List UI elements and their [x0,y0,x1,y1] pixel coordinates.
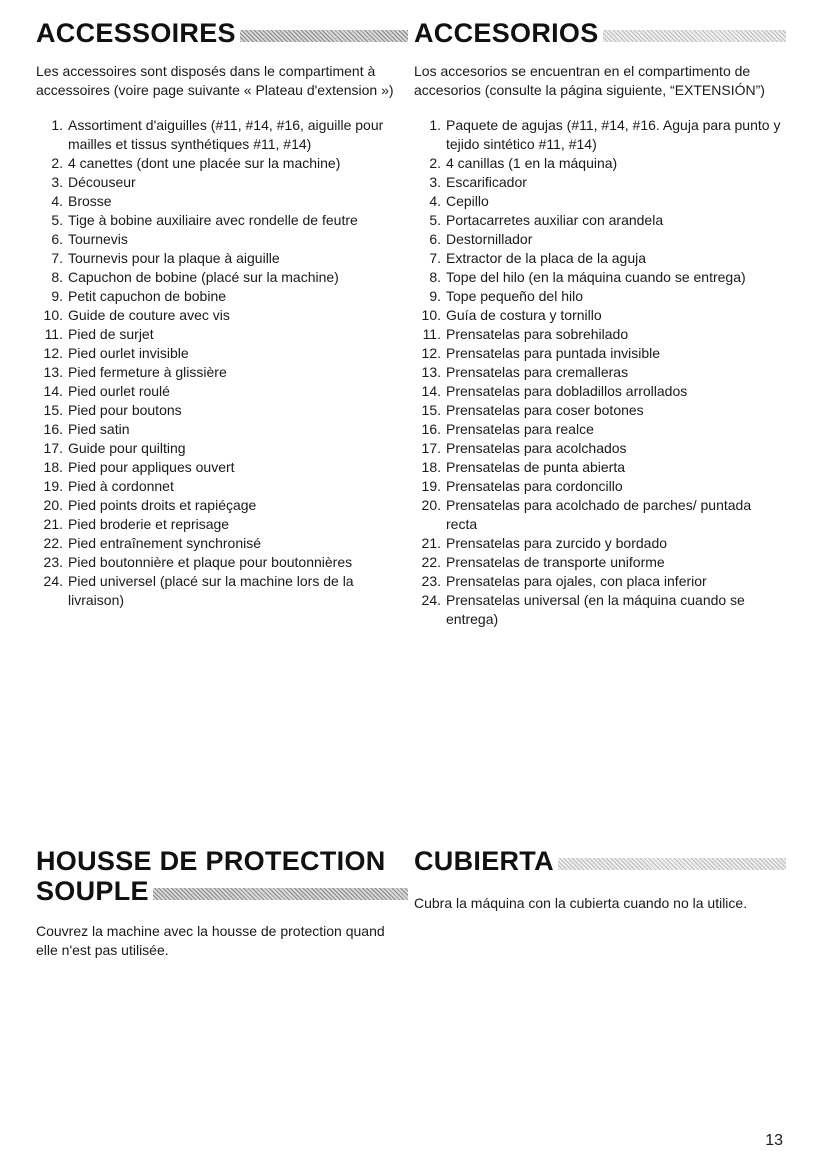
item-text: Petit capuchon de bobine [68,288,227,304]
list-item [36,230,408,249]
list-item [36,287,408,306]
list-item [414,344,786,363]
list-item [36,420,408,439]
list-item [414,249,786,268]
item-number: 9. [51,288,63,304]
item-number: 2. [51,155,63,171]
item-number: 7. [429,250,441,266]
item-text: Prensatelas para sobrehilado [446,326,629,342]
item-text: Pied entraînement synchronisé [68,535,261,551]
item-number: 22. [43,535,63,551]
list-item [414,420,786,439]
list-item [36,572,408,610]
item-text: Prensatelas para puntada invisible [446,345,661,361]
item-number: 12. [43,345,63,361]
accessory-list [36,116,408,610]
item-number: 3. [51,174,63,190]
item-number: 21. [421,535,441,551]
list-item [36,458,408,477]
item-text: Destornillador [446,231,533,247]
item-number: 18. [43,459,63,475]
list-item [414,401,786,420]
item-number: 1. [429,117,441,133]
list-item [36,477,408,496]
item-text: Prensatelas para realce [446,421,594,437]
item-number: 13. [421,364,441,380]
list-item [36,325,408,344]
item-text: Pied broderie et reprisage [68,516,230,532]
list-item [414,496,786,534]
item-number: 10. [421,307,441,323]
item-text: Pied ourlet invisible [68,345,189,361]
list-item [414,116,786,154]
heading-text: CUBIERTA [414,846,554,876]
intro-paragraph: Les accessoires sont disposés dans le compartiment à accessoires (voire page suivante « Plateau d'extension ») [36,63,394,98]
list-item [36,268,408,287]
item-number: 17. [421,440,441,456]
item-number: 16. [43,421,63,437]
list-item [414,363,786,382]
list-item [36,496,408,515]
item-text: Prensatelas para cremalleras [446,364,629,380]
list-item [36,116,408,154]
section-heading [36,846,408,906]
cover-section-french [36,846,408,960]
item-text: Escarificador [446,174,527,190]
section-heading [36,18,408,48]
list-item [414,458,786,477]
item-text: Tige à bobine auxiliaire avec rondelle de feutre [68,212,358,228]
item-number: 17. [43,440,63,456]
cover-instruction: Couvrez la machine avec la housse de protection quand elle n'est pas utilisée. [36,923,385,958]
item-text: Pied boutonnière et plaque pour boutonnières [68,554,353,570]
item-number: 24. [421,592,441,608]
list-item [36,306,408,325]
item-number: 19. [421,478,441,494]
item-number: 4. [51,193,63,209]
list-item [36,439,408,458]
heading-hatch-bar [240,30,408,42]
item-number: 20. [421,497,441,513]
item-text: Portacarretes auxiliar con arandela [446,212,664,228]
item-text: Extractor de la placa de la aguja [446,250,647,266]
list-item [414,192,786,211]
list-item [36,515,408,534]
item-text: Guide de couture avec vis [68,307,230,323]
item-text: Prensatelas para cordoncillo [446,478,623,494]
heading-hatch-bar [603,30,786,42]
item-number: 7. [51,250,63,266]
item-text: Pied de surjet [68,326,154,342]
list-item [414,572,786,591]
section-heading [414,18,786,48]
item-text: Pied ourlet roulé [68,383,170,399]
item-text: Prensatelas para zurcido y bordado [446,535,668,551]
list-item [414,439,786,458]
item-text: Pied satin [68,421,130,437]
list-item [414,173,786,192]
list-item [414,230,786,249]
item-number: 2. [429,155,441,171]
heading-text-line1: HOUSSE DE PROTECTION [36,846,386,876]
item-text: Prensatelas para dobladillos arrollados [446,383,688,399]
accessories-section-french [36,18,408,610]
item-number: 14. [43,383,63,399]
list-item [36,192,408,211]
list-item [36,211,408,230]
list-item [414,287,786,306]
accessories-section-spanish [414,18,786,629]
item-number: 22. [421,554,441,570]
item-number: 18. [421,459,441,475]
intro-paragraph: Los accesorios se encuentran en el compartimento de accesorios (consulte la página siguiente, “EXTENSIÓN”) [414,63,765,98]
page-number: 13 [765,1132,783,1149]
item-number: 21. [43,516,63,532]
item-text: Prensatelas para coser botones [446,402,644,418]
list-item [36,553,408,572]
item-text: 4 canettes (dont une placée sur la machine) [68,155,341,171]
item-text: 4 canillas (1 en la máquina) [446,155,618,171]
item-number: 19. [43,478,63,494]
item-number: 1. [51,117,63,133]
item-text: Prensatelas universal (en la máquina cuando se entrega) [446,592,745,627]
list-item [36,154,408,173]
item-number: 11. [44,326,63,342]
item-number: 8. [429,269,441,285]
list-item [414,477,786,496]
item-text: Guía de costura y tornillo [446,307,602,323]
list-item [414,154,786,173]
section-heading [414,846,786,876]
item-number: 14. [421,383,441,399]
list-item [36,401,408,420]
item-text: Assortiment d'aiguilles (#11, #14, #16, aiguille pour mailles et tissus synthétiques #11, #14) [68,117,384,152]
item-number: 15. [421,402,441,418]
item-text: Prensatelas para acolchado de parches/ puntada recta [446,497,752,532]
item-number: 15. [43,402,63,418]
item-text: Paquete de agujas (#11, #14, #16. Aguja para punto y tejido sintético #11, #14) [446,117,781,152]
item-number: 5. [429,212,441,228]
item-text: Pied à cordonnet [68,478,174,494]
item-text: Guide pour quilting [68,440,186,456]
accessory-list [414,116,786,629]
item-text: Pied pour appliques ouvert [68,459,235,475]
item-text: Pied universel (placé sur la machine lors de la livraison) [68,573,354,608]
heading-hatch-bar [558,858,786,870]
item-number: 24. [43,573,63,589]
item-number: 20. [43,497,63,513]
item-number: 10. [43,307,63,323]
list-item [414,382,786,401]
list-item [414,306,786,325]
list-item [36,534,408,553]
item-text: Capuchon de bobine (placé sur la machine) [68,269,339,285]
list-item [414,553,786,572]
item-text: Pied points droits et rapiéçage [68,497,257,513]
heading-text: ACCESORIOS [414,18,599,48]
list-item [414,268,786,287]
list-item [36,249,408,268]
item-number: 5. [51,212,63,228]
item-text: Pied pour boutons [68,402,182,418]
list-item [36,344,408,363]
item-number: 12. [421,345,441,361]
item-text: Tournevis [68,231,128,247]
item-text: Tope del hilo (en la máquina cuando se entrega) [446,269,746,285]
item-number: 8. [51,269,63,285]
item-text: Pied fermeture à glissière [68,364,227,380]
heading-hatch-bar [153,888,408,900]
list-item [414,325,786,344]
item-number: 23. [43,554,63,570]
list-item [414,534,786,553]
item-text: Prensatelas para acolchados [446,440,627,456]
item-number: 23. [421,573,441,589]
heading-text: ACCESSOIRES [36,18,236,48]
item-text: Prensatelas de transporte uniforme [446,554,665,570]
item-text: Brosse [68,193,112,209]
item-number: 4. [429,193,441,209]
item-number: 11. [422,326,441,342]
list-item [36,363,408,382]
list-item [36,382,408,401]
item-text: Prensatelas de punta abierta [446,459,626,475]
item-number: 13. [43,364,63,380]
cover-instruction: Cubra la máquina con la cubierta cuando no la utilice. [414,895,748,911]
list-item [36,173,408,192]
item-number: 9. [429,288,441,304]
item-text: Cepillo [446,193,489,209]
item-text: Tournevis pour la plaque à aiguille [68,250,280,266]
list-item [414,591,786,629]
item-number: 3. [429,174,441,190]
item-number: 6. [51,231,63,247]
item-text: Tope pequeño del hilo [446,288,584,304]
item-number: 6. [429,231,441,247]
list-item [414,211,786,230]
heading-text-line2: SOUPLE [36,876,149,906]
cover-section-spanish [414,846,786,913]
item-text: Prensatelas para ojales, con placa inferior [446,573,707,589]
item-number: 16. [421,421,441,437]
item-text: Découseur [68,174,136,190]
